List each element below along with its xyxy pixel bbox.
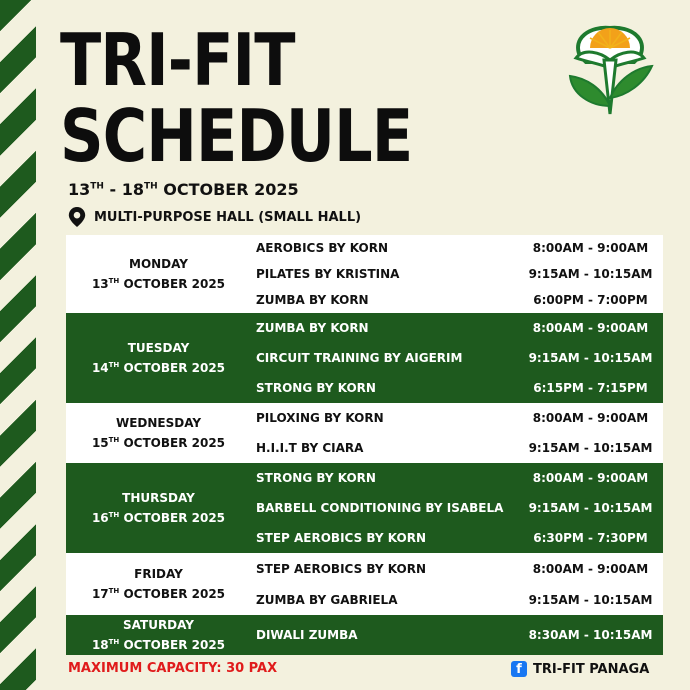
day-name: MONDAY bbox=[129, 256, 188, 271]
day-cell-monday bbox=[66, 235, 251, 313]
day-date-suffix: TH bbox=[108, 586, 120, 595]
class-name: DIWALI ZUMBA bbox=[251, 615, 518, 655]
location bbox=[68, 207, 361, 227]
day-date-suffix: TH bbox=[108, 360, 120, 369]
class-time: 9:15AM - 10:15AM bbox=[518, 261, 663, 287]
table-row bbox=[66, 235, 663, 261]
class-name: STEP AEROBICS BY KORN bbox=[251, 553, 518, 584]
date-start: 13 bbox=[68, 180, 91, 199]
class-time: 8:00AM - 9:00AM bbox=[518, 235, 663, 261]
decorative-stripes bbox=[0, 0, 36, 690]
date-separator: - bbox=[103, 180, 122, 199]
class-name: ZUMBA BY KORN bbox=[251, 313, 518, 343]
facebook-icon: f bbox=[511, 661, 527, 677]
day-cell-thursday bbox=[66, 463, 251, 553]
day-date-suffix: TH bbox=[108, 435, 120, 444]
tri-fit-logo bbox=[560, 18, 660, 118]
day-date-suffix: TH bbox=[108, 637, 120, 646]
class-name: AEROBICS BY KORN bbox=[251, 235, 518, 261]
day-date-month: OCTOBER 2025 bbox=[119, 510, 226, 525]
class-time: 6:15PM - 7:15PM bbox=[518, 373, 663, 403]
class-name: PILOXING BY KORN bbox=[251, 403, 518, 433]
day-date-suffix: TH bbox=[108, 510, 120, 519]
class-name: ZUMBA BY KORN bbox=[251, 287, 518, 313]
class-name: STRONG BY KORN bbox=[251, 463, 518, 493]
class-name: STEP AEROBICS BY KORN bbox=[251, 523, 518, 553]
class-time: 8:30AM - 10:15AM bbox=[518, 615, 663, 655]
day-date-suffix: TH bbox=[108, 276, 120, 285]
class-time: 8:00AM - 9:00AM bbox=[518, 313, 663, 343]
day-date bbox=[66, 507, 251, 527]
class-time: 9:15AM - 10:15AM bbox=[518, 493, 663, 523]
location-pin-icon bbox=[68, 207, 86, 227]
table-row bbox=[66, 463, 663, 493]
title-line-2: SCHEDULE bbox=[60, 94, 413, 178]
day-date bbox=[66, 634, 251, 654]
day-date bbox=[66, 583, 251, 603]
date-end-suffix: TH bbox=[143, 181, 158, 192]
day-date-month: OCTOBER 2025 bbox=[119, 435, 226, 450]
day-cell-saturday bbox=[66, 615, 251, 655]
class-time: 8:00AM - 9:00AM bbox=[518, 403, 663, 433]
date-month-year: OCTOBER 2025 bbox=[157, 180, 299, 199]
class-time: 9:15AM - 10:15AM bbox=[518, 584, 663, 615]
day-cell-friday bbox=[66, 553, 251, 615]
date-start-suffix: TH bbox=[90, 181, 104, 192]
class-time: 6:00PM - 7:00PM bbox=[518, 287, 663, 313]
table-row bbox=[66, 553, 663, 584]
facebook-link[interactable] bbox=[511, 661, 649, 677]
day-cell-wednesday bbox=[66, 403, 251, 463]
day-date-month: OCTOBER 2025 bbox=[119, 637, 226, 652]
day-name: WEDNESDAY bbox=[115, 415, 202, 430]
date-end: 18 bbox=[121, 180, 144, 199]
table-row bbox=[66, 403, 663, 433]
class-time: 9:15AM - 10:15AM bbox=[518, 433, 663, 463]
class-name: PILATES BY KRISTINA bbox=[251, 261, 518, 287]
capacity-note: MAXIMUM CAPACITY: 30 PAX bbox=[68, 661, 278, 676]
class-name: STRONG BY KORN bbox=[251, 373, 518, 403]
day-date-number: 13 bbox=[91, 276, 109, 291]
day-name: THURSDAY bbox=[122, 490, 195, 505]
day-date-month: OCTOBER 2025 bbox=[119, 586, 226, 601]
class-name: BARBELL CONDITIONING BY ISABELA bbox=[251, 493, 518, 523]
day-date-number: 16 bbox=[91, 510, 109, 525]
day-name: TUESDAY bbox=[127, 340, 190, 355]
day-date-number: 17 bbox=[91, 586, 109, 601]
day-date bbox=[66, 273, 251, 293]
page-title bbox=[60, 18, 413, 178]
location-text: MULTI-PURPOSE HALL (SMALL HALL) bbox=[94, 209, 362, 225]
day-date bbox=[66, 432, 251, 452]
class-time: 9:15AM - 10:15AM bbox=[518, 343, 663, 373]
day-date-number: 14 bbox=[91, 360, 109, 375]
date-range bbox=[68, 180, 299, 199]
day-date-number: 18 bbox=[91, 637, 109, 652]
day-cell-tuesday bbox=[66, 313, 251, 403]
class-time: 6:30PM - 7:30PM bbox=[518, 523, 663, 553]
table-row bbox=[66, 313, 663, 343]
class-time: 8:00AM - 9:00AM bbox=[518, 463, 663, 493]
class-name: CIRCUIT TRAINING BY AIGERIM bbox=[251, 343, 518, 373]
day-date-month: OCTOBER 2025 bbox=[119, 360, 226, 375]
class-name: H.I.I.T BY CIARA bbox=[251, 433, 518, 463]
table-row bbox=[66, 615, 663, 655]
facebook-label: TRI-FIT PANAGA bbox=[533, 661, 650, 677]
day-date-number: 15 bbox=[91, 435, 109, 450]
class-time: 8:00AM - 9:00AM bbox=[518, 553, 663, 584]
day-date bbox=[66, 357, 251, 377]
title-line-1: TRI-FIT bbox=[60, 18, 295, 102]
class-name: ZUMBA BY GABRIELA bbox=[251, 584, 518, 615]
day-date-month: OCTOBER 2025 bbox=[119, 276, 226, 291]
day-name: SATURDAY bbox=[123, 617, 194, 632]
schedule-table bbox=[66, 235, 663, 655]
day-name: FRIDAY bbox=[134, 566, 183, 581]
